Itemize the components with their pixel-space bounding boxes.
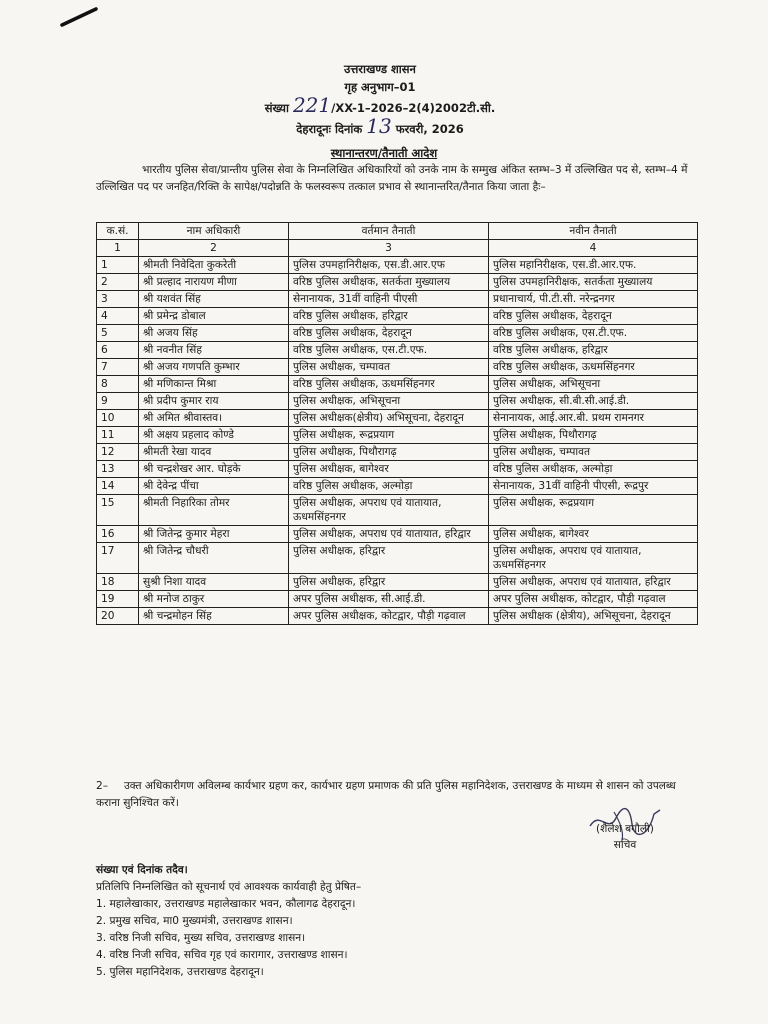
current-posting-cell: अपर पुलिस अधीक्षक, सी.आई.डी. [289, 591, 489, 608]
table-row [97, 393, 698, 410]
serial-number-cell: 15 [97, 495, 139, 526]
copy-recipient: 4. वरिष्ठ निजी सचिव, सचिव गृह एवं कारागार, उत्तराखण्ड शासन। [96, 949, 348, 961]
serial-number-cell: 10 [97, 410, 139, 427]
header-new-posting: नवीन तैनाती [489, 223, 698, 240]
new-posting-cell: पुलिस अधीक्षक, रूद्रप्रयाग [489, 495, 698, 526]
serial-number-cell: 20 [97, 608, 139, 625]
header-serial: क.सं. [97, 223, 139, 240]
current-posting-cell: पुलिस अधीक्षक, हरिद्वार [289, 543, 489, 574]
new-posting-cell: वरिष्ठ पुलिस अधीक्षक, ऊधमसिंहनगर [489, 359, 698, 376]
new-posting-cell: पुलिस अधीक्षक, अपराध एवं यातायात, ऊधमसिंहनगर [489, 543, 698, 574]
serial-number-cell: 4 [97, 308, 139, 325]
current-posting-cell: वरिष्ठ पुलिस अधीक्षक, सतर्कता मुख्यालय [289, 274, 489, 291]
table-row [97, 608, 698, 625]
officer-name-cell: श्री मणिकान्त मिश्रा [139, 376, 289, 393]
current-posting-cell: वरिष्ठ पुलिस अधीक्षक, ऊधमसिंहनगर [289, 376, 489, 393]
officer-name-cell: श्रीमती निहारिका तोमर [139, 495, 289, 526]
signatory-designation: सचिव [613, 839, 637, 851]
serial-number-cell: 12 [97, 444, 139, 461]
department-name: गृह अनुभाग–01 [344, 80, 416, 94]
current-posting-cell: पुलिस अधीक्षक(क्षेत्रीय) अभिसूचना, देहरादून [289, 410, 489, 427]
table-row [97, 526, 698, 543]
serial-number-cell: 16 [97, 526, 139, 543]
paragraph-number: 2– [96, 780, 109, 792]
table-header-row [97, 223, 698, 240]
serial-number-cell: 14 [97, 478, 139, 495]
table-row [97, 291, 698, 308]
table-row [97, 410, 698, 427]
table-row [97, 359, 698, 376]
officer-name-cell: श्री चन्द्रशेखर आर. घोड़के [139, 461, 289, 478]
new-posting-cell: पुलिस महानिरीक्षक, एस.डी.आर.एफ. [489, 257, 698, 274]
header-officer-name: नाम अधिकारी [139, 223, 289, 240]
table-row [97, 543, 698, 574]
column-number: 1 [97, 240, 139, 257]
new-posting-cell: सेनानायक, आई.आर.बी. प्रथम रामनगर [489, 410, 698, 427]
new-posting-cell: अपर पुलिस अधीक्षक, कोटद्वार, पौड़ी गढ़वाल [489, 591, 698, 608]
new-posting-cell: पुलिस अधीक्षक (क्षेत्रीय), अभिसूचना, देहरादून [489, 608, 698, 625]
officer-name-cell: श्री अजय सिंह [139, 325, 289, 342]
current-posting-cell: अपर पुलिस अधीक्षक, कोटद्वार, पौड़ी गढ़वाल [289, 608, 489, 625]
table-row [97, 478, 698, 495]
officer-name-cell: श्री प्रमेन्द्र डोबाल [139, 308, 289, 325]
officer-name-cell: श्री नवनीत सिंह [139, 342, 289, 359]
new-posting-cell: वरिष्ठ पुलिस अधीक्षक, देहरादून [489, 308, 698, 325]
serial-number-cell: 19 [97, 591, 139, 608]
new-posting-cell: पुलिस अधीक्षक, अपराध एवं यातायात, हरिद्वार [489, 574, 698, 591]
new-posting-cell: वरिष्ठ पुलिस अधीक्षक, अल्मोड़ा [489, 461, 698, 478]
reference-suffix: /XX-1–2026–2(4)2002टी.सी. [331, 101, 496, 115]
table-row [97, 342, 698, 359]
reference-prefix: संख्या [264, 101, 289, 115]
serial-number-cell: 2 [97, 274, 139, 291]
officer-name-cell: श्री अमित श्रीवास्तव। [139, 410, 289, 427]
table-row [97, 461, 698, 478]
officer-name-cell: श्री देवेन्द्र पींचा [139, 478, 289, 495]
serial-number-cell: 8 [97, 376, 139, 393]
new-posting-cell: सेनानायक, 31वीं वाहिनी पीएसी, रूद्रपुर [489, 478, 698, 495]
officer-name-cell: श्री अजय गणपति कुम्भार [139, 359, 289, 376]
current-posting-cell: पुलिस अधीक्षक, पिथौरागढ़ [289, 444, 489, 461]
table-row [97, 427, 698, 444]
current-posting-cell: पुलिस उपमहानिरीक्षक, एस.डी.आर.एफ [289, 257, 489, 274]
pen-stroke-mark [60, 5, 100, 29]
table-row [97, 444, 698, 461]
current-posting-cell: पुलिस अधीक्षक, बागेश्वर [289, 461, 489, 478]
current-posting-cell: वरिष्ठ पुलिस अधीक्षक, एस.टी.एफ. [289, 342, 489, 359]
table-row [97, 325, 698, 342]
officer-name-cell: श्री अक्षय प्रहलाद कोण्डे [139, 427, 289, 444]
serial-number-cell: 13 [97, 461, 139, 478]
copy-subtitle: प्रतिलिपि निम्नलिखित को सूचनार्थ एवं आवश्यक कार्यवाही हेतु प्रेषित– [96, 881, 362, 893]
officer-name-cell: श्री मनोज ठाकुर [139, 591, 289, 608]
current-posting-cell: पुलिस अधीक्षक, अपराध एवं यातायात, ऊधमसिंहनगर [289, 495, 489, 526]
column-number: 4 [489, 240, 698, 257]
table-row [97, 274, 698, 291]
subject-text: स्थानान्तरण/तैनाती आदेश [330, 146, 438, 160]
serial-number-cell: 9 [97, 393, 139, 410]
handwritten-date-day: 13 [366, 114, 392, 138]
signatory-name: (शैलेश बगौली) [596, 823, 654, 835]
officer-name-cell: श्री जितेन्द्र चौधरी [139, 543, 289, 574]
officer-name-cell: सुश्री निशा यादव [139, 574, 289, 591]
order-subject [0, 146, 768, 161]
officer-name-cell: श्री प्रल्हाद नारायण मीणा [139, 274, 289, 291]
current-posting-cell: पुलिस अधीक्षक, अभिसूचना [289, 393, 489, 410]
current-posting-cell: पुलिस अधीक्षक, हरिद्वार [289, 574, 489, 591]
serial-number-cell: 6 [97, 342, 139, 359]
serial-number-cell: 3 [97, 291, 139, 308]
date-prefix: देहरादूनः दिनांक [296, 122, 363, 136]
officer-name-cell: श्रीमती निवेदिता कुकरेती [139, 257, 289, 274]
current-posting-cell: पुलिस अधीक्षक, रूद्रप्रयाग [289, 427, 489, 444]
serial-number-cell: 5 [97, 325, 139, 342]
table-row [97, 574, 698, 591]
order-date [200, 114, 560, 138]
intro-paragraph: भारतीय पुलिस सेवा/प्रान्तीय पुलिस सेवा के निम्नलिखित अधिकारियों को उनके नाम के सम्मुख अंकित स्तम्भ–3 में उल्लिखित पद से, स्तम्भ–4 में उल्लिखित पद पर जनहित/रिक्ति के सापेक्ष/पदोन्नति के फलस्वरूप तत्काल प्रभाव से स्थानान्तरित/तैनात किया जाता हैः– [96, 164, 688, 193]
officer-name-cell: श्री यशवंत सिंह [139, 291, 289, 308]
current-posting-cell: वरिष्ठ पुलिस अधीक्षक, अल्मोड़ा [289, 478, 489, 495]
date-suffix: फरवरी, 2026 [395, 122, 464, 136]
new-posting-cell: पुलिस अधीक्षक, बागेश्वर [489, 526, 698, 543]
table-column-number-row [97, 240, 698, 257]
table-row [97, 495, 698, 526]
serial-number-cell: 7 [97, 359, 139, 376]
copy-recipient-list [96, 896, 696, 981]
new-posting-cell: वरिष्ठ पुलिस अधीक्षक, हरिद्वार [489, 342, 698, 359]
copy-title: संख्या एवं दिनांक तदैव। [96, 864, 188, 876]
table-row [97, 591, 698, 608]
current-posting-cell: पुलिस अधीक्षक, चम्पावत [289, 359, 489, 376]
officer-name-cell: श्री प्रदीप कुमार राय [139, 393, 289, 410]
copy-recipient: 1. महालेखाकार, उत्तराखण्ड महालेखाकार भवन, कौलागढ देहरादून। [96, 898, 356, 910]
header-current-posting: वर्तमान तैनाती [289, 223, 489, 240]
copy-recipient: 3. वरिष्ठ निजी सचिव, मुख्य सचिव, उत्तराखण्ड शासन। [96, 932, 306, 944]
document-header [200, 60, 560, 138]
copy-recipient: 2. प्रमुख सचिव, मा0 मुख्यमंत्री, उत्तराखण्ड शासन। [96, 915, 293, 927]
handwritten-ref-number: 221 [292, 93, 332, 117]
current-posting-cell: वरिष्ठ पुलिस अधीक्षक, हरिद्वार [289, 308, 489, 325]
serial-number-cell: 11 [97, 427, 139, 444]
current-posting-cell: वरिष्ठ पुलिस अधीक्षक, देहरादून [289, 325, 489, 342]
new-posting-cell: वरिष्ठ पुलिस अधीक्षक, एस.टी.एफ. [489, 325, 698, 342]
table-row [97, 308, 698, 325]
current-posting-cell: पुलिस अधीक्षक, अपराध एवं यातायात, हरिद्वार [289, 526, 489, 543]
new-posting-cell: पुलिस अधीक्षक, सी.बी.सी.आई.डी. [489, 393, 698, 410]
copy-to-section [96, 862, 696, 981]
signature-block [560, 804, 690, 852]
table-row [97, 376, 698, 393]
officer-name-cell: श्रीमती रेखा यादव [139, 444, 289, 461]
officer-name-cell: श्री चन्द्रमोहन सिंह [139, 608, 289, 625]
column-number: 2 [139, 240, 289, 257]
new-posting-cell: पुलिस अधीक्षक, अभिसूचना [489, 376, 698, 393]
new-posting-cell: प्रधानाचार्य, पी.टी.सी. नरेन्द्रनगर [489, 291, 698, 308]
current-posting-cell: सेनानायक, 31वीं वाहिनी पीएसी [289, 291, 489, 308]
paragraph-text: उक्त अधिकारीगण अविलम्ब कार्यभार ग्रहण कर, कार्यभार ग्रहण प्रमाणक की प्रति पुलिस महानिदेशक, उत्तराखण्ड के माध्यम से शासन को उपलब्ध कराना सुनिश्चित करें। [96, 780, 676, 809]
new-posting-cell: पुलिस उपमहानिरीक्षक, सतर्कता मुख्यालय [489, 274, 698, 291]
new-posting-cell: पुलिस अधीक्षक, पिथौरागढ़ [489, 427, 698, 444]
transfer-table [96, 222, 698, 625]
new-posting-cell: पुलिस अधीक्षक, चम्पावत [489, 444, 698, 461]
government-name: उत्तराखण्ड शासन [344, 62, 416, 76]
officer-name-cell: श्री जितेन्द्र कुमार मेहरा [139, 526, 289, 543]
serial-number-cell: 1 [97, 257, 139, 274]
column-number: 3 [289, 240, 489, 257]
table-row [97, 257, 698, 274]
serial-number-cell: 17 [97, 543, 139, 574]
serial-number-cell: 18 [97, 574, 139, 591]
copy-recipient: 5. पुलिस महानिदेशक, उत्तराखण्ड देहरादून। [96, 966, 264, 978]
table-body [97, 257, 698, 625]
